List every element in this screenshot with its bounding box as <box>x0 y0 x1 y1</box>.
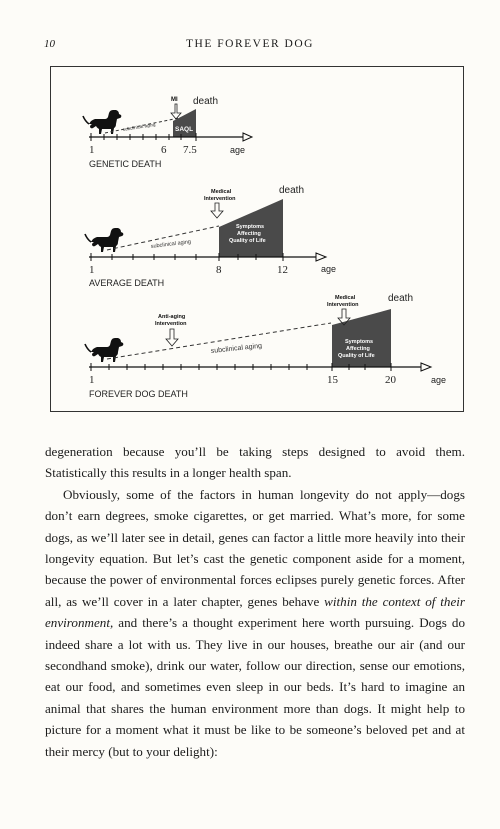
panel3-tick-start: 1 <box>89 374 95 386</box>
panel3-intervention-line1: Medical <box>335 295 356 301</box>
panel-genetic-death <box>83 96 252 169</box>
panel3-tick-end: 20 <box>385 374 396 386</box>
panel1-death-label: death <box>193 96 219 107</box>
panel2-tick-mid: 8 <box>216 264 222 276</box>
page-number: 10 <box>44 38 55 50</box>
panel3-axis-unit: age <box>431 375 447 385</box>
paragraph-2-emphasis: within the context of their environment, <box>45 593 465 631</box>
panel1-aging-label: subclinical aging <box>122 121 156 132</box>
paragraph-2-part-1: Obviously, some of the factors in human longevity do not apply—dogs don’t earn degrees, smoke cigarettes, or get married. What’s more, for some dogs, as we’ll later see in detail, genes can factor a little more heavily into their longevity equation. But let’s cast the genetic component aside for a moment, because the power of environmental forces eclipses purely genetic forces. After all, as we’ll cover in a later chapter, genes behave <box>45 486 465 609</box>
running-head <box>0 38 500 54</box>
panel1-tick-end: 7.5 <box>183 144 197 156</box>
paragraph-2 <box>45 484 465 762</box>
panel3-anti-line2: Intervention <box>155 321 187 327</box>
panel1-axis-unit: age <box>230 145 246 155</box>
panel2-aging-label: subclinical aging <box>150 239 192 250</box>
panel2-block-line3: Quality of Life <box>229 238 266 244</box>
panel2-intervention-line2: Intervention <box>204 196 236 202</box>
panel2-intervention-line1: Medical <box>211 189 232 195</box>
panel3-block-line1: Symptoms <box>345 339 374 345</box>
book-title: THE FOREVER DOG <box>186 38 314 50</box>
panel1-intervention-label: MI <box>171 97 178 103</box>
panel3-tick-mid: 15 <box>327 374 338 386</box>
body-text <box>45 441 465 762</box>
paragraph-1: degeneration because you’ll be taking steps designed to avoid them. Statistically this results in a longer health span. <box>45 444 465 481</box>
lifespan-figure <box>50 66 464 412</box>
panel1-intervention-arrow <box>171 104 181 119</box>
panel2-tick-end: 12 <box>277 264 288 276</box>
panel2-title: AVERAGE DEATH <box>89 278 165 288</box>
panel1-block-label: SAQL <box>175 126 194 133</box>
panel-forever-dog-death <box>85 293 446 399</box>
panel1-title: GENETIC DEATH <box>89 159 162 169</box>
panel3-death-label: death <box>388 293 414 304</box>
panel3-block-line2: Affecting <box>346 346 370 352</box>
panel-average-death <box>85 185 336 288</box>
panel3-intervention-line2: Intervention <box>327 302 359 308</box>
panel2-block-line1: Symptoms <box>236 224 265 230</box>
panel2-axis-unit: age <box>321 264 337 274</box>
panel2-block-line2: Affecting <box>237 231 261 237</box>
panel3-anti-arrow <box>166 329 178 346</box>
panel1-tick-mid: 6 <box>161 144 167 156</box>
panel3-aging-label: subclinical aging <box>210 342 263 355</box>
panel3-block-line3: Quality of Life <box>338 353 375 359</box>
panel1-tick-start: 1 <box>89 144 95 156</box>
panel2-death-label: death <box>279 185 305 196</box>
panel2-tick-start: 1 <box>89 264 95 276</box>
panel2-intervention-arrow <box>211 203 223 218</box>
lifespan-diagram <box>51 67 465 413</box>
paragraph-2-part-2: and there’s a thought experiment here worth pursuing. Dogs do indeed share a lot with us. They live in our houses, breathe our air (and our secondhand smoke), drink our water, follow our direction, sense our emotions, eat our food, and sometimes even sleep in our beds. It’s hard to imagine an animal that shares the human environment more than dogs. It might help to picture for a moment what it must be like to be someone’s beloved pet and at their mercy (but to your delight): <box>45 615 465 759</box>
panel3-title: FOREVER DOG DEATH <box>89 389 188 399</box>
panel3-anti-line1: Anti-aging <box>158 314 186 320</box>
